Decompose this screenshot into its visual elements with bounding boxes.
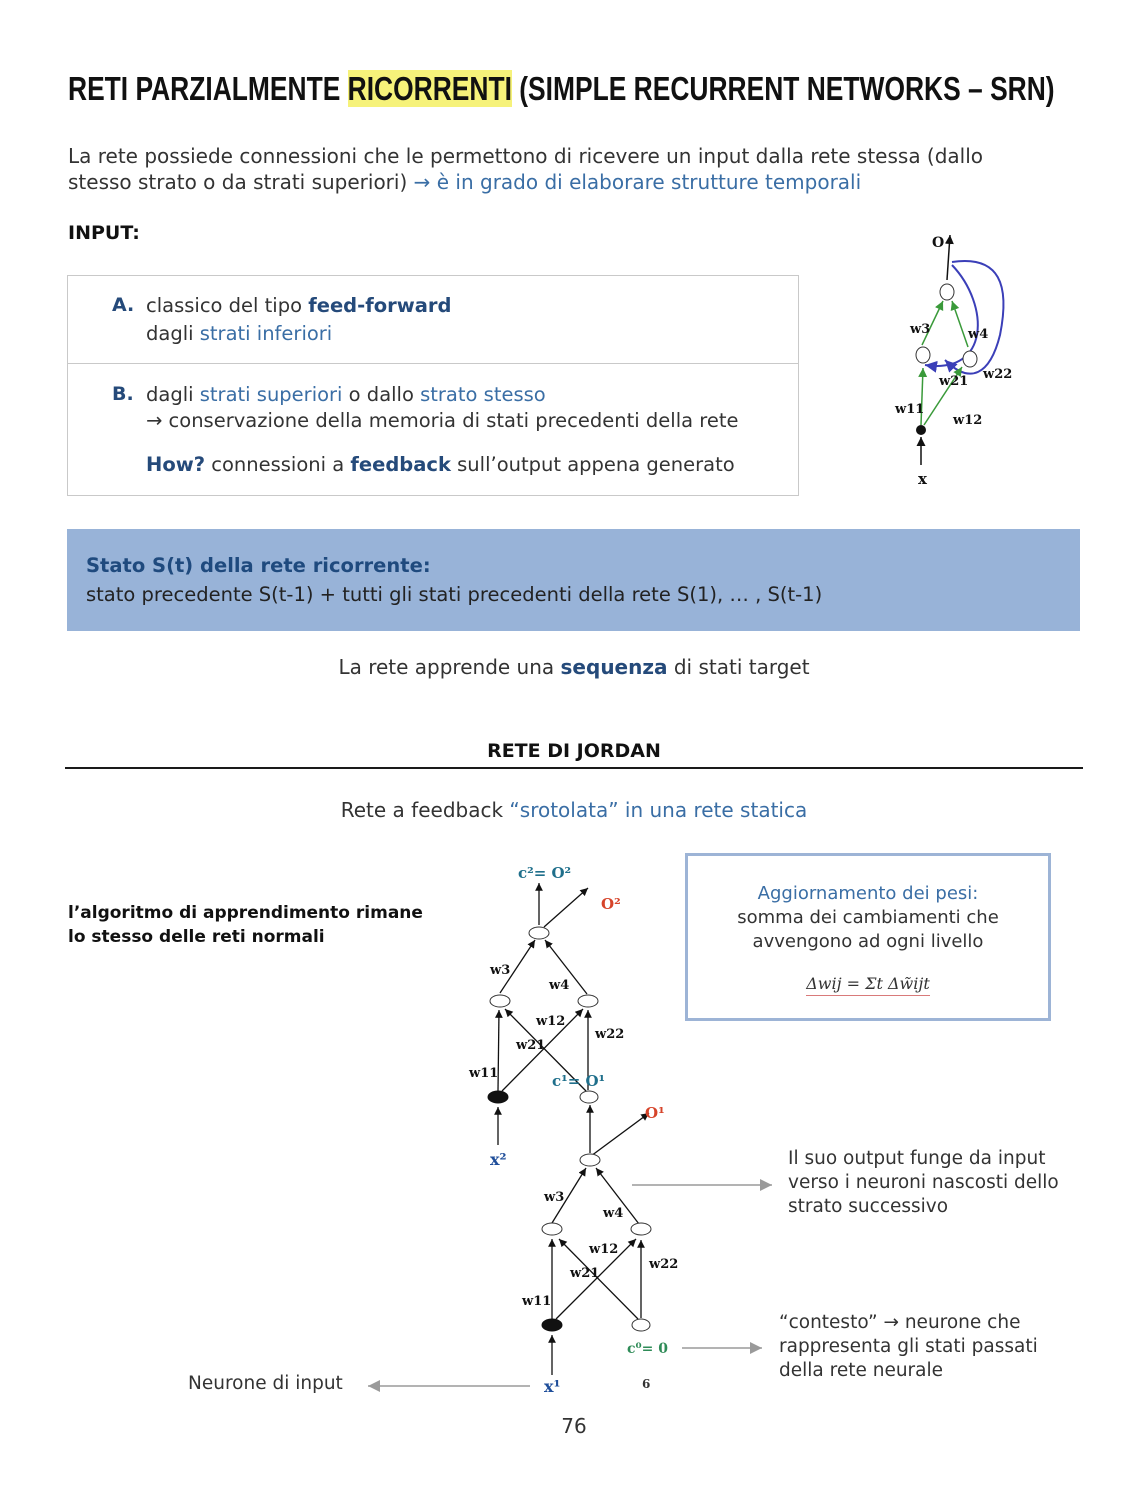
update-text: somma dei cambiamenti che avvengono ad ogni livello	[737, 907, 999, 952]
update-formula: Δwij = Σt Δw̃ijt	[688, 974, 1048, 993]
row-letter: A.	[112, 294, 135, 316]
jordan-heading: RETE DI JORDAN	[487, 740, 661, 762]
input-label: x	[918, 470, 927, 488]
output-note: Il suo output funge da input verso i neuroni nascosti dello strato successivo	[788, 1148, 1059, 1217]
row-b-line2: → conservazione della memoria di stati precedenti della rete	[146, 409, 739, 432]
row-a-line2: dagli strati inferiori	[146, 322, 333, 345]
section-divider	[65, 767, 1083, 769]
mid-output-label: O¹	[645, 1104, 665, 1122]
input-row-b	[68, 364, 798, 495]
state-title: Stato S(t) della rete ricorrente:	[86, 554, 431, 577]
top-context-label: c²= O²	[518, 864, 572, 882]
c0-label: c⁰= 0	[627, 1341, 669, 1357]
weight-label: w22	[983, 367, 1013, 382]
jordan-subtitle: Rete a feedback “srotolata” in una rete statica	[340, 798, 808, 822]
weight-label: w22	[649, 1257, 679, 1272]
input-row-a	[68, 276, 798, 364]
row-letter: B.	[112, 383, 134, 405]
top-output-label: O²	[601, 895, 621, 913]
weight-label: w4	[968, 327, 989, 342]
weight-label: w12	[589, 1242, 619, 1257]
recurrent-network-diagram	[880, 225, 1030, 495]
input-neuron-note: Neurone di input	[188, 1373, 343, 1394]
update-box	[685, 853, 1051, 1021]
algo-note: l’algoritmo di apprendimento rimane lo stesso delle reti normali	[68, 903, 423, 947]
state-box	[67, 529, 1080, 631]
output-label: O	[932, 235, 945, 251]
annotation-arrows	[360, 1170, 780, 1400]
weight-label: w11	[895, 402, 925, 417]
weight-label: w3	[490, 963, 511, 978]
weight-label: w21	[516, 1038, 546, 1053]
input-table	[67, 275, 799, 496]
row-b-line1: dagli strati superiori o dallo strato stesso	[146, 383, 546, 406]
update-title: Aggiornamento dei pesi:	[757, 883, 979, 904]
state-text: stato precedente S(t-1) + tutti gli stati precedenti della rete S(1), … , S(t-1)	[86, 583, 823, 606]
row-a-line1: classico del tipo feed-forward	[146, 294, 452, 317]
stray-number: 6	[642, 1377, 651, 1391]
weight-label: w3	[544, 1190, 565, 1205]
weight-label: w3	[910, 322, 931, 337]
input-heading: INPUT:	[68, 222, 140, 244]
page-number: 76	[561, 1414, 587, 1438]
weight-label: w4	[603, 1206, 624, 1221]
weight-label: w4	[549, 978, 570, 993]
x1-label: x¹	[544, 1377, 561, 1396]
intro-paragraph: La rete possiede connessioni che le permettono di ricevere un input dalla rete stessa (dallo stesso strato o da strati superiori) → è in grado di elaborare strutture temporali	[68, 144, 984, 194]
weight-label: w22	[595, 1027, 625, 1042]
weight-label: w12	[953, 413, 983, 428]
weight-label: w11	[469, 1066, 499, 1081]
weight-label: w12	[536, 1014, 566, 1029]
weight-label: w21	[939, 374, 969, 389]
mid-context-label: c¹= O¹	[552, 1072, 606, 1090]
sequence-line: La rete apprende una sequenza di stati target	[338, 655, 810, 679]
weight-label: w21	[570, 1266, 600, 1281]
context-note: “contesto” → neurone che rappresenta gli stati passati della rete neurale	[779, 1312, 1038, 1381]
row-b-how: How? connessioni a feedback sull’output appena generato	[146, 453, 735, 476]
weight-label: w11	[522, 1294, 552, 1309]
x2-label: x²	[490, 1150, 507, 1169]
page-title: RETI PARZIALMENTE RICORRENTI (SIMPLE RECURRENT NETWORKS – SRN)	[68, 70, 1055, 107]
